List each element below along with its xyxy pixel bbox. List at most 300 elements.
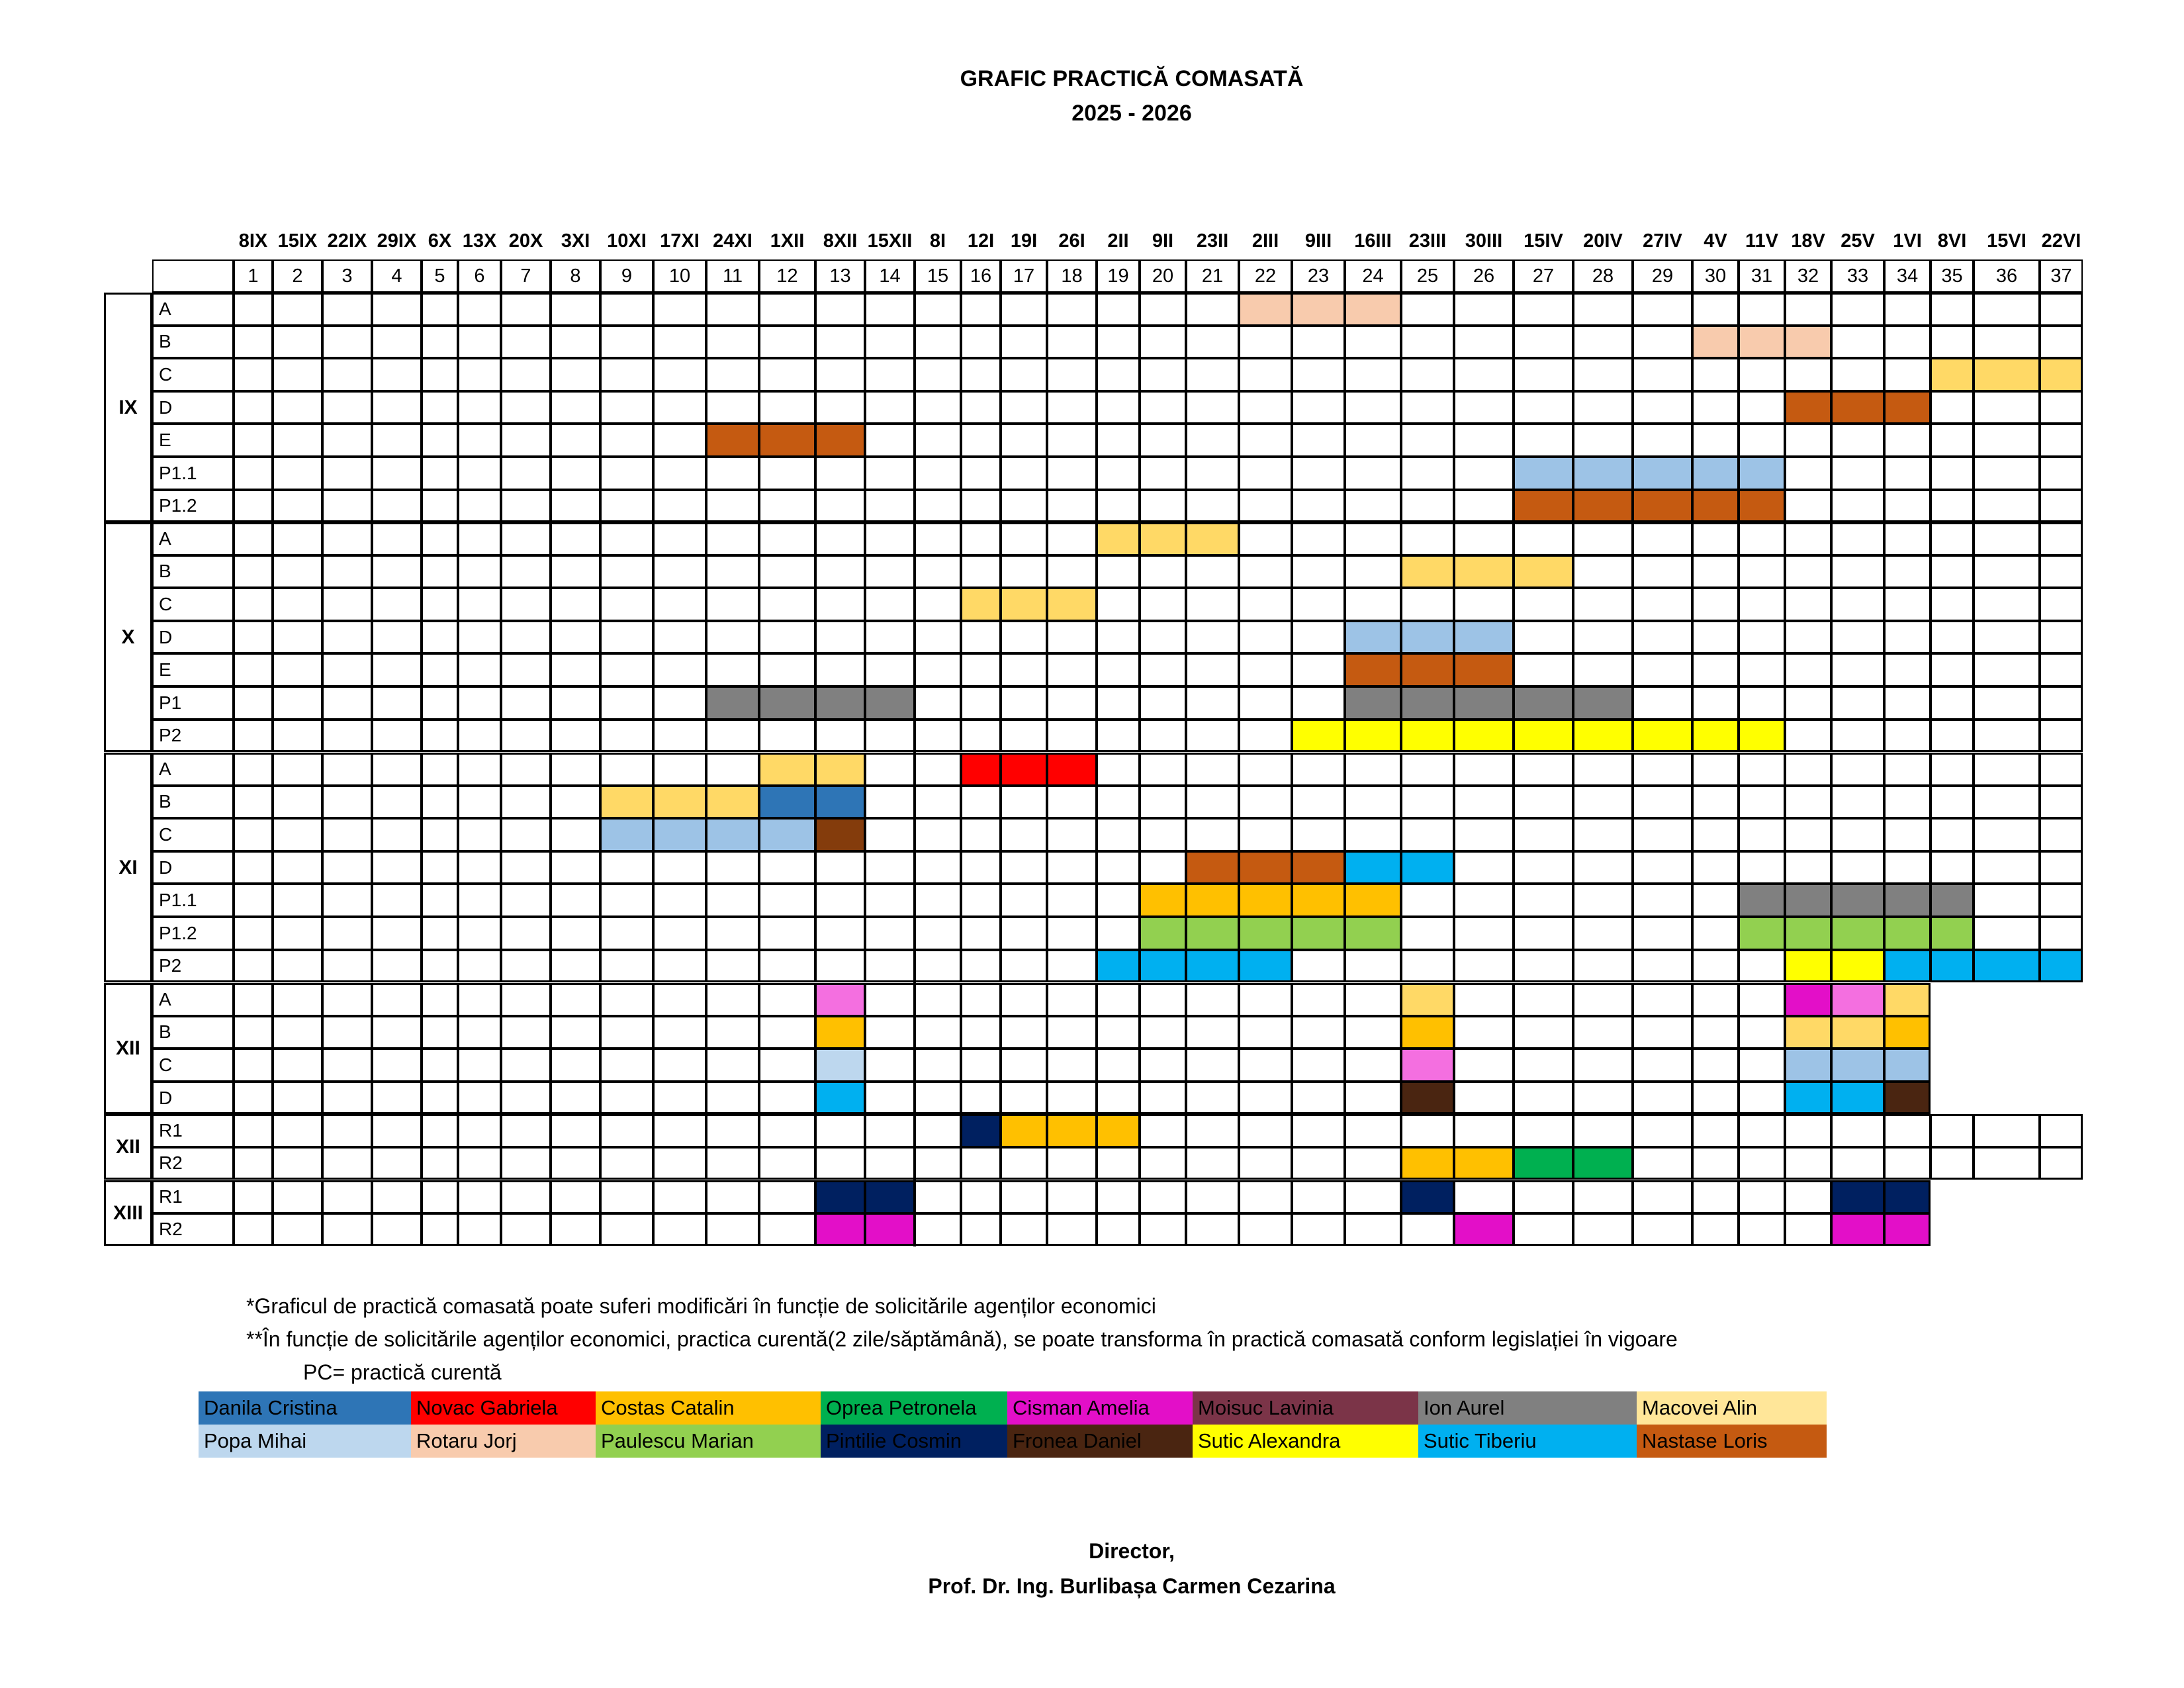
week-cell	[1239, 1213, 1292, 1246]
week-cell	[600, 653, 653, 686]
week-cell	[1140, 358, 1186, 391]
schedule-block	[865, 686, 915, 720]
schedule-block	[865, 1213, 915, 1246]
week-cell	[1001, 293, 1047, 326]
week-cell	[1514, 1049, 1573, 1082]
week-cell	[865, 457, 915, 490]
week-cell	[1633, 391, 1692, 424]
schedule-block	[1097, 950, 1140, 983]
week-date-label: 8XII	[823, 230, 858, 252]
week-cell	[1692, 522, 1739, 555]
week-cell	[865, 720, 915, 753]
week-cell	[551, 1147, 600, 1180]
week-cell	[1047, 424, 1097, 457]
week-cell	[1573, 588, 1633, 621]
week-cell	[653, 950, 706, 983]
week-cell	[1884, 555, 1931, 588]
week-cell	[1831, 753, 1884, 786]
week-cell	[1001, 522, 1047, 555]
week-cell	[1633, 983, 1692, 1016]
week-cell	[1454, 293, 1514, 326]
week-cell	[501, 686, 551, 720]
week-cell	[865, 983, 915, 1016]
schedule-block	[1239, 293, 1292, 326]
row-label: A	[152, 753, 234, 786]
week-cell	[1292, 522, 1345, 555]
schedule-block	[1239, 851, 1292, 884]
schedule-block	[1785, 950, 1831, 983]
week-cell	[372, 1180, 422, 1213]
week-cell	[1047, 391, 1097, 424]
week-cell	[815, 522, 865, 555]
week-date-label: 17XI	[660, 230, 700, 252]
week-cell	[273, 424, 322, 457]
week-cell	[1292, 686, 1345, 720]
legend-item: Rotaru Jorj	[411, 1425, 596, 1458]
week-cell	[273, 1049, 322, 1082]
schedule-block	[1401, 983, 1454, 1016]
schedule-block	[706, 424, 759, 457]
row-label: R1	[152, 1180, 234, 1213]
week-cell	[815, 720, 865, 753]
row-label: D	[152, 851, 234, 884]
week-cell	[501, 884, 551, 917]
schedule-block	[759, 424, 815, 457]
week-cell	[422, 1114, 458, 1147]
week-cell	[1931, 720, 1974, 753]
week-cell	[1186, 457, 1239, 490]
schedule-block	[1884, 391, 1931, 424]
week-cell	[372, 490, 422, 523]
schedule-block	[1692, 326, 1739, 359]
schedule-block	[759, 753, 815, 786]
week-cell	[1186, 490, 1239, 523]
week-cell	[1454, 358, 1514, 391]
week-cell	[1831, 653, 1884, 686]
week-cell	[1573, 522, 1633, 555]
week-cell	[322, 1049, 372, 1082]
week-cell	[600, 1016, 653, 1049]
week-cell	[273, 1147, 322, 1180]
schedule-block	[1739, 884, 1785, 917]
schedule-block	[1514, 1147, 1573, 1180]
week-cell	[1974, 917, 2040, 950]
schedule-block	[1239, 884, 1292, 917]
week-cell	[322, 293, 372, 326]
week-cell	[1186, 588, 1239, 621]
week-cell	[2040, 917, 2083, 950]
row-label: B	[152, 1016, 234, 1049]
week-cell	[1739, 686, 1785, 720]
week-cell	[1831, 686, 1884, 720]
week-cell	[915, 326, 961, 359]
week-cell	[1345, 555, 1401, 588]
week-cell	[1573, 753, 1633, 786]
week-cell	[865, 653, 915, 686]
week-cell	[1186, 358, 1239, 391]
week-cell	[422, 293, 458, 326]
week-cell	[961, 851, 1001, 884]
week-cell	[1739, 818, 1785, 851]
week-cell	[653, 424, 706, 457]
week-cell	[372, 1082, 422, 1115]
week-cell	[1831, 588, 1884, 621]
week-cell	[1186, 326, 1239, 359]
week-date-label: 18V	[1791, 230, 1825, 252]
week-cell	[422, 490, 458, 523]
week-cell	[1514, 621, 1573, 654]
schedule-block	[1454, 621, 1514, 654]
schedule-block	[1514, 555, 1573, 588]
week-cell	[1785, 1213, 1831, 1246]
week-number-cell: 35	[1931, 259, 1974, 293]
week-cell	[1001, 818, 1047, 851]
week-cell	[458, 490, 501, 523]
week-cell	[1140, 621, 1186, 654]
week-cell	[1454, 326, 1514, 359]
week-cell	[1573, 653, 1633, 686]
week-cell	[1974, 457, 2040, 490]
week-cell	[915, 653, 961, 686]
week-cell	[1140, 1213, 1186, 1246]
week-cell	[458, 1180, 501, 1213]
week-number-cell: 9	[600, 259, 653, 293]
legend-item: Sutic Alexandra	[1193, 1425, 1418, 1458]
week-cell	[1001, 621, 1047, 654]
week-cell	[1047, 1147, 1097, 1180]
week-cell	[1831, 621, 1884, 654]
week-cell	[1292, 1049, 1345, 1082]
week-cell	[1514, 786, 1573, 819]
week-cell	[1573, 1049, 1633, 1082]
week-cell	[1739, 950, 1785, 983]
schedule-block	[1001, 588, 1047, 621]
week-cell	[1097, 293, 1140, 326]
week-cell	[1239, 555, 1292, 588]
week-cell	[1186, 1213, 1239, 1246]
week-cell	[1974, 884, 2040, 917]
week-cell	[1514, 818, 1573, 851]
schedule-block	[1345, 884, 1401, 917]
week-cell	[706, 1049, 759, 1082]
week-cell	[551, 1180, 600, 1213]
week-cell	[273, 293, 322, 326]
schedule-block	[1831, 983, 1884, 1016]
week-cell	[1001, 1049, 1047, 1082]
header-corner-cell	[152, 259, 234, 293]
week-cell	[1633, 753, 1692, 786]
week-cell	[961, 293, 1001, 326]
week-cell	[1974, 818, 2040, 851]
schedule-block	[1739, 457, 1785, 490]
week-cell	[961, 686, 1001, 720]
week-cell	[234, 1082, 273, 1115]
week-cell	[501, 588, 551, 621]
week-cell	[1514, 1114, 1573, 1147]
week-cell	[1047, 686, 1097, 720]
schedule-block	[1831, 950, 1884, 983]
week-number-cell: 24	[1345, 259, 1401, 293]
week-number-cell: 3	[322, 259, 372, 293]
week-cell	[1097, 1147, 1140, 1180]
week-cell	[759, 358, 815, 391]
schedule-block	[1931, 884, 1974, 917]
week-cell	[322, 917, 372, 950]
week-cell	[273, 358, 322, 391]
week-cell	[815, 1147, 865, 1180]
schedule-block	[1884, 1082, 1931, 1115]
week-number-cell: 12	[759, 259, 815, 293]
week-cell	[1047, 490, 1097, 523]
week-cell	[1186, 1180, 1239, 1213]
schedule-block	[1454, 686, 1514, 720]
week-number-cell: 16	[961, 259, 1001, 293]
week-cell	[551, 884, 600, 917]
week-cell	[961, 326, 1001, 359]
week-cell	[322, 884, 372, 917]
week-cell	[1047, 786, 1097, 819]
week-cell	[458, 358, 501, 391]
week-number-cell: 21	[1186, 259, 1239, 293]
week-cell	[1345, 358, 1401, 391]
week-cell	[1292, 1082, 1345, 1115]
week-cell	[501, 720, 551, 753]
week-cell	[1931, 1147, 1974, 1180]
week-cell	[322, 720, 372, 753]
schedule-block	[1785, 1016, 1831, 1049]
week-cell	[1514, 653, 1573, 686]
week-cell	[273, 391, 322, 424]
week-date-label: 2II	[1107, 230, 1129, 252]
week-cell	[1785, 786, 1831, 819]
week-cell	[501, 917, 551, 950]
week-cell	[600, 983, 653, 1016]
week-cell	[1974, 686, 2040, 720]
week-date-label: 15IX	[277, 230, 318, 252]
week-cell	[759, 851, 815, 884]
schedule-block	[1401, 720, 1454, 753]
week-cell	[1831, 818, 1884, 851]
week-cell	[1633, 686, 1692, 720]
week-number-cell: 18	[1047, 259, 1097, 293]
row-label: D	[152, 621, 234, 654]
week-cell	[322, 686, 372, 720]
legend-item: Nastase Loris	[1637, 1425, 1827, 1458]
week-cell	[1514, 1213, 1573, 1246]
week-cell	[1186, 818, 1239, 851]
legend-item: Pintilie Cosmin	[821, 1425, 1007, 1458]
row-label: E	[152, 653, 234, 686]
row-label: A	[152, 293, 234, 326]
week-cell	[1884, 424, 1931, 457]
week-cell	[1692, 1049, 1739, 1082]
week-date-label: 27IV	[1643, 230, 1682, 252]
week-cell	[1186, 720, 1239, 753]
week-cell	[1401, 490, 1454, 523]
week-cell	[1097, 555, 1140, 588]
week-cell	[915, 1082, 961, 1115]
week-cell	[915, 621, 961, 654]
week-cell	[1514, 391, 1573, 424]
week-number-cell: 6	[458, 259, 501, 293]
week-cell	[551, 424, 600, 457]
week-date-label: 1VI	[1893, 230, 1922, 252]
week-cell	[458, 588, 501, 621]
week-cell	[961, 950, 1001, 983]
week-cell	[815, 358, 865, 391]
week-cell	[1633, 917, 1692, 950]
week-cell	[1239, 1082, 1292, 1115]
schedule-block	[1401, 851, 1454, 884]
week-cell	[815, 851, 865, 884]
week-cell	[600, 555, 653, 588]
week-cell	[2040, 653, 2083, 686]
week-number-cell: 29	[1633, 259, 1692, 293]
schedule-block	[815, 753, 865, 786]
row-label: E	[152, 424, 234, 457]
week-date-label: 3XI	[561, 230, 590, 252]
week-cell	[1239, 522, 1292, 555]
week-cell	[501, 457, 551, 490]
week-cell	[915, 1114, 961, 1147]
schedule-block	[865, 1180, 915, 1213]
week-cell	[1692, 884, 1739, 917]
schedule-block	[1831, 1016, 1884, 1049]
week-cell	[322, 1147, 372, 1180]
week-cell	[1884, 720, 1931, 753]
week-cell	[1292, 753, 1345, 786]
week-cell	[1097, 457, 1140, 490]
week-cell	[234, 621, 273, 654]
week-cell	[2040, 293, 2083, 326]
week-cell	[1186, 653, 1239, 686]
week-cell	[865, 884, 915, 917]
week-cell	[1785, 555, 1831, 588]
week-cell	[1239, 753, 1292, 786]
week-number-cell: 8	[551, 259, 600, 293]
week-cell	[1633, 522, 1692, 555]
week-cell	[234, 358, 273, 391]
week-cell	[865, 1114, 915, 1147]
week-cell	[1514, 950, 1573, 983]
week-cell	[1140, 391, 1186, 424]
week-cell	[653, 391, 706, 424]
week-cell	[1454, 983, 1514, 1016]
week-cell	[458, 555, 501, 588]
week-cell	[1692, 621, 1739, 654]
week-cell	[422, 917, 458, 950]
week-cell	[653, 653, 706, 686]
week-number-cell: 37	[2040, 259, 2083, 293]
week-cell	[458, 686, 501, 720]
week-cell	[1692, 653, 1739, 686]
week-cell	[759, 950, 815, 983]
note-2: **În funcție de solicitările agenților economici, practica curentă(2 zile/săptămână), se poate transforma în practică comasată conform legislației în vigoare	[246, 1327, 1678, 1351]
week-cell	[1186, 1114, 1239, 1147]
week-cell	[273, 686, 322, 720]
week-cell	[706, 621, 759, 654]
week-cell	[458, 522, 501, 555]
week-cell	[1097, 1180, 1140, 1213]
week-cell	[1401, 1114, 1454, 1147]
week-cell	[501, 621, 551, 654]
week-cell	[1739, 786, 1785, 819]
week-cell	[915, 293, 961, 326]
week-cell	[759, 884, 815, 917]
week-cell	[1974, 326, 2040, 359]
week-cell	[1140, 1147, 1186, 1180]
week-cell	[1831, 786, 1884, 819]
week-cell	[759, 555, 815, 588]
week-cell	[1047, 293, 1097, 326]
row-label: B	[152, 786, 234, 819]
week-cell	[759, 391, 815, 424]
row-label: P1.1	[152, 884, 234, 917]
week-cell	[1884, 818, 1931, 851]
week-cell	[234, 818, 273, 851]
week-cell	[1140, 490, 1186, 523]
week-cell	[815, 917, 865, 950]
legend-item: Paulescu Marian	[596, 1425, 821, 1458]
week-cell	[915, 818, 961, 851]
week-cell	[1047, 457, 1097, 490]
schedule-block	[1739, 490, 1785, 523]
week-cell	[1633, 884, 1692, 917]
week-cell	[1097, 917, 1140, 950]
week-cell	[600, 424, 653, 457]
week-number-cell: 14	[865, 259, 915, 293]
week-cell	[1514, 983, 1573, 1016]
week-cell	[1931, 293, 1974, 326]
week-cell	[815, 326, 865, 359]
schedule-block	[815, 424, 865, 457]
schedule-block	[1974, 358, 2040, 391]
week-cell	[1140, 720, 1186, 753]
week-cell	[1931, 621, 1974, 654]
week-cell	[915, 786, 961, 819]
schedule-block	[759, 786, 815, 819]
week-cell	[2040, 457, 2083, 490]
week-cell	[322, 621, 372, 654]
week-cell	[501, 786, 551, 819]
week-number-cell: 1	[234, 259, 273, 293]
week-cell	[600, 621, 653, 654]
week-cell	[653, 851, 706, 884]
week-cell	[501, 490, 551, 523]
week-cell	[1573, 818, 1633, 851]
week-cell	[961, 555, 1001, 588]
week-cell	[1974, 391, 2040, 424]
schedule-block	[815, 686, 865, 720]
week-cell	[1692, 555, 1739, 588]
week-cell	[1292, 358, 1345, 391]
week-cell	[1239, 490, 1292, 523]
week-cell	[1001, 653, 1047, 686]
week-cell	[600, 1147, 653, 1180]
week-cell	[1974, 293, 2040, 326]
week-cell	[915, 588, 961, 621]
week-cell	[234, 753, 273, 786]
schedule-block	[1401, 653, 1454, 686]
schedule-block	[1884, 884, 1931, 917]
week-cell	[1001, 490, 1047, 523]
week-cell	[865, 555, 915, 588]
schedule-block	[1239, 950, 1292, 983]
week-cell	[501, 983, 551, 1016]
week-cell	[458, 917, 501, 950]
week-cell	[1186, 293, 1239, 326]
week-cell	[551, 1016, 600, 1049]
